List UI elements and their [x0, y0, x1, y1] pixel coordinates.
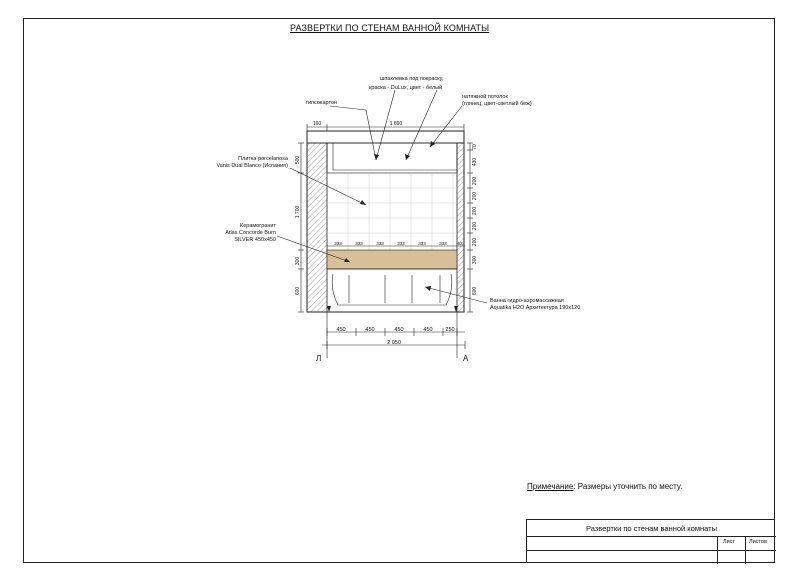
dim-right-200-b: 200: [472, 191, 478, 201]
corner-label-right: А: [463, 354, 469, 363]
dim-bottom-1: 450: [336, 327, 346, 333]
dim-right-200-e: 200: [472, 237, 478, 247]
dim-left-600: 600: [295, 286, 301, 296]
dim-bottom-4: 450: [423, 327, 433, 333]
title-block-title: Развертки по стенам ванной комнаты: [527, 520, 776, 537]
label-bath-1: Ванна гидро-аэромассажная: [490, 298, 564, 304]
dim-tile-2: 333: [355, 241, 363, 246]
label-ceiling-2: (глянец, цвет-светлый беж): [462, 101, 532, 107]
title-block: [526, 519, 775, 563]
elevation-outline: [307, 131, 464, 312]
dim-bottom-3: 450: [394, 327, 404, 333]
label-ceramic-2: Atlas Concorde Burn: [225, 230, 276, 236]
dim-right-200-a: 200: [472, 176, 478, 186]
dim-tile-3: 333: [376, 241, 384, 246]
dim-tile-4: 333: [397, 241, 405, 246]
label-bath-2: Aquatika H2O Архитектура 190x120: [490, 305, 581, 311]
arrow-putty: [374, 154, 379, 160]
note-label: Примечание: [527, 482, 574, 491]
dim-left-300: 300: [295, 256, 301, 266]
drawing-title: РАЗВЕРТКИ ПО СТЕНАМ ВАННОЙ КОМНАТЫ: [290, 23, 490, 33]
dim-top-main: 1 890: [389, 121, 403, 127]
right-wall-hatch: [457, 143, 464, 312]
dim-right-430: 430: [472, 157, 478, 167]
tile-grid: [327, 173, 457, 250]
label-ceiling-1: натяжной потолок: [462, 94, 508, 100]
floor-marker-left: [327, 306, 331, 312]
dim-bottom-2: 450: [365, 327, 375, 333]
gypsum-box: [327, 143, 457, 173]
dim-total: 2 050: [387, 340, 401, 346]
dim-right-200-d: 200: [472, 221, 478, 231]
arrow-bath: [425, 286, 431, 291]
label-gypsum: гипсокартон: [306, 100, 338, 106]
gypsum-step: [333, 143, 457, 170]
dim-tile-5: 333: [418, 241, 426, 246]
label-paint: краска - DuLux, цвет - белый: [369, 85, 443, 91]
title-block-rowline: [527, 550, 776, 551]
dim-right-600: 600: [472, 286, 478, 296]
note-colon: :: [573, 482, 576, 491]
note-text: Размеры уточнить по месту.: [577, 482, 683, 491]
label-putty: шпаклевка под покраску,: [380, 76, 444, 82]
label-tile-1: Плитка porcelanosa: [238, 156, 288, 162]
label-ceramic-1: Керамогранит: [240, 223, 276, 229]
dim-tile-7: 62: [457, 241, 463, 246]
dim-bottom-5: 250: [445, 327, 455, 333]
dim-left-500: 500: [295, 155, 301, 165]
label-ceramic-3: SILVER 450x450: [234, 237, 276, 243]
dim-tile-6: 333: [439, 241, 447, 246]
dim-right-70: 70: [472, 144, 478, 150]
title-block-sheets: Листов: [749, 539, 767, 545]
corner-label-left: Л: [316, 354, 322, 363]
note-block: [527, 482, 682, 491]
dim-top-left: 160: [312, 121, 322, 127]
label-tile-2: Vanis Dual Blanco (Испания): [216, 163, 288, 169]
dim-right-300: 300: [472, 255, 478, 265]
title-block-sheet: Лист: [723, 539, 735, 545]
arrow-tile: [360, 200, 366, 205]
left-wall-hatch: [307, 143, 327, 312]
dim-left-1700: 1 700: [295, 205, 301, 219]
dim-tile-1: 333: [334, 241, 342, 246]
dim-right-200-c: 200: [472, 206, 478, 216]
arrow-paint: [405, 154, 410, 160]
